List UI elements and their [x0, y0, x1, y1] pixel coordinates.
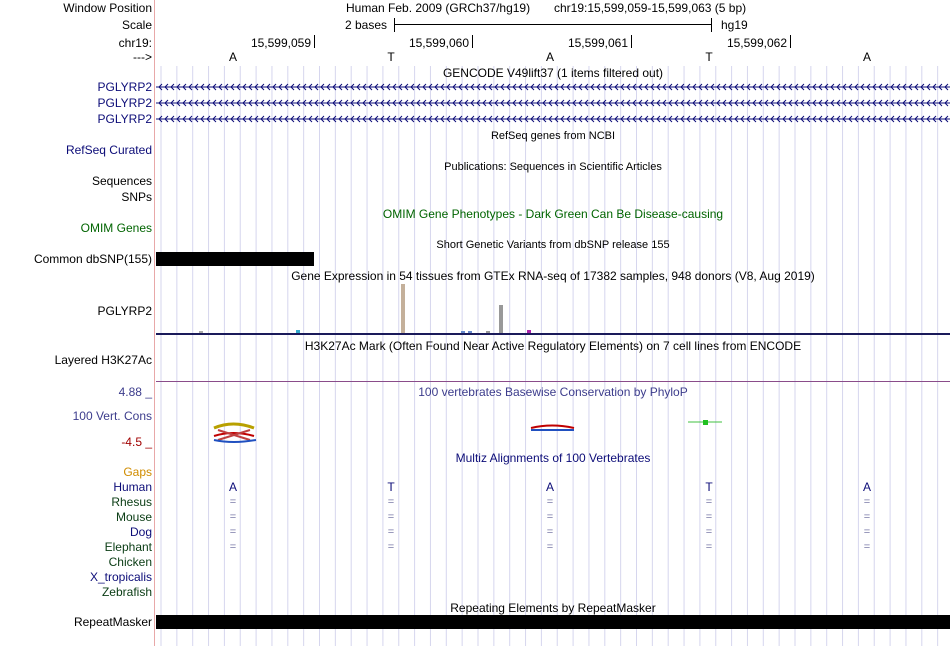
dbsnp-variant-bar[interactable]: [156, 252, 314, 266]
alignment-match-symbol: =: [863, 496, 871, 508]
coord-label: 15,599,059: [250, 36, 311, 50]
coord-tick: [472, 35, 473, 48]
species-label[interactable]: Rhesus: [111, 495, 152, 509]
strand-label: --->: [133, 50, 152, 64]
scale-label: Scale: [121, 18, 152, 32]
alignment-match-symbol: =: [387, 511, 395, 523]
gencode-transcripts[interactable]: [156, 80, 950, 128]
human-base-letter: A: [545, 480, 554, 494]
omim-track-title: OMIM Gene Phenotypes - Dark Green Can Be Disease-causing: [382, 207, 724, 221]
phylop-min-label: -4.5 _: [121, 435, 152, 449]
base-letter: A: [862, 50, 871, 64]
alignment-match-symbol: =: [546, 496, 554, 508]
human-base-letter: A: [862, 480, 871, 494]
publications-track-title: Publications: Sequences in Scientific Articles: [444, 161, 662, 173]
repeatmasker-track-title: Repeating Elements by RepeatMasker: [450, 601, 656, 615]
alignment-match-symbol: =: [705, 541, 713, 553]
coord-tick: [790, 35, 791, 48]
species-label[interactable]: Elephant: [104, 540, 152, 554]
gtex-expression-plot[interactable]: [156, 283, 950, 336]
gtex-track-title: Gene Expression in 54 tissues from GTEx RNA-seq of 17382 samples, 948 donors (V8, Aug 2019): [291, 269, 815, 283]
sequences-label[interactable]: Sequences: [91, 174, 152, 188]
species-label[interactable]: Chicken: [108, 555, 152, 569]
species-label[interactable]: Mouse: [115, 510, 152, 524]
gtex-tissue-bar: [461, 331, 465, 333]
gtex-tissue-bar: [527, 330, 531, 333]
species-label[interactable]: X_tropicalis: [89, 570, 152, 584]
base-letter: T: [387, 50, 395, 64]
gtex-tissue-bar: [499, 305, 503, 333]
alignment-match-symbol: =: [705, 511, 713, 523]
gtex-tissue-bar: [486, 331, 490, 333]
gtex-tissue-bar: [296, 330, 300, 333]
alignment-match-symbol: =: [863, 526, 871, 538]
alignment-match-symbol: =: [863, 541, 871, 553]
coord-label: 15,599,061: [567, 36, 628, 50]
coord-tick: [314, 35, 315, 48]
phylop-conservation-plot[interactable]: [156, 418, 950, 444]
coord-label: 15,599,060: [408, 36, 469, 50]
window-position-value[interactable]: chr19:15,599,059-15,599,063 (5 bp): [554, 1, 747, 15]
label-column-divider: [154, 0, 155, 646]
alignment-match-symbol: =: [387, 526, 395, 538]
gencode-transcript-label[interactable]: PGLYRP2: [97, 112, 152, 126]
human-base-letter: T: [705, 480, 713, 494]
alignment-match-symbol: =: [229, 526, 237, 538]
scale-bar-label: 2 bases: [345, 18, 388, 32]
dbsnp-track-title: Short Genetic Variants from dbSNP release 155: [436, 239, 670, 251]
species-label[interactable]: Zebrafish: [101, 585, 152, 599]
chrom-label: chr19:: [118, 36, 152, 50]
alignment-match-symbol: =: [229, 496, 237, 508]
phylop-track-title: 100 vertebrates Basewise Conservation by PhyloP: [418, 385, 688, 399]
human-label[interactable]: Human: [113, 480, 152, 494]
window-position-label: Window Position: [63, 1, 152, 15]
dbsnp-track-label[interactable]: Common dbSNP(155): [33, 252, 152, 266]
gaps-label[interactable]: Gaps: [123, 465, 152, 479]
human-base-letter: A: [228, 480, 237, 494]
repeatmasker-element-bar[interactable]: [156, 615, 950, 629]
gtex-tissue-bar: [401, 284, 405, 333]
refseq-track-label[interactable]: RefSeq Curated: [65, 143, 152, 157]
base-letter: A: [228, 50, 237, 64]
h3k27ac-baseline: [156, 381, 950, 382]
gencode-transcript-label[interactable]: PGLYRP2: [97, 96, 152, 110]
alignment-match-symbol: =: [546, 511, 554, 523]
refseq-track-title: RefSeq genes from NCBI: [490, 130, 616, 142]
alignment-match-symbol: =: [229, 511, 237, 523]
db-label: hg19: [721, 18, 748, 32]
repeatmasker-track-label[interactable]: RepeatMasker: [73, 615, 152, 629]
multiz-track-title: Multiz Alignments of 100 Vertebrates: [455, 451, 651, 465]
gtex-tissue-bar: [199, 331, 203, 333]
alignment-match-symbol: =: [387, 541, 395, 553]
coord-tick: [631, 35, 632, 48]
gtex-tissue-bar: [468, 331, 472, 333]
omim-track-label[interactable]: OMIM Genes: [80, 221, 152, 235]
coord-label: 15,599,062: [726, 36, 787, 50]
base-letter: T: [705, 50, 713, 64]
alignment-match-symbol: =: [705, 496, 713, 508]
phylop-max-label: 4.88 _: [118, 385, 152, 399]
species-label[interactable]: Dog: [129, 525, 152, 539]
alignment-match-symbol: =: [705, 526, 713, 538]
h3k27ac-track-title: H3K27Ac Mark (Often Found Near Active Regulatory Elements) on 7 cell lines from ENCODE: [304, 339, 802, 353]
snps-label[interactable]: SNPs: [121, 190, 152, 204]
human-base-letter: T: [387, 480, 395, 494]
alignment-match-symbol: =: [387, 496, 395, 508]
base-letter: A: [545, 50, 554, 64]
assembly-name: Human Feb. 2009 (GRCh37/hg19): [346, 1, 531, 15]
alignment-match-symbol: =: [546, 526, 554, 538]
gencode-track-title: GENCODE V49lift37 (1 items filtered out): [442, 66, 664, 80]
h3k27ac-track-label[interactable]: Layered H3K27Ac: [54, 353, 152, 367]
gtex-track-label[interactable]: PGLYRP2: [97, 304, 152, 318]
alignment-match-symbol: =: [546, 541, 554, 553]
alignment-match-symbol: =: [229, 541, 237, 553]
phylop-track-label[interactable]: 100 Vert. Cons: [72, 409, 152, 423]
gencode-transcript-label[interactable]: PGLYRP2: [97, 80, 152, 94]
alignment-match-symbol: =: [863, 511, 871, 523]
